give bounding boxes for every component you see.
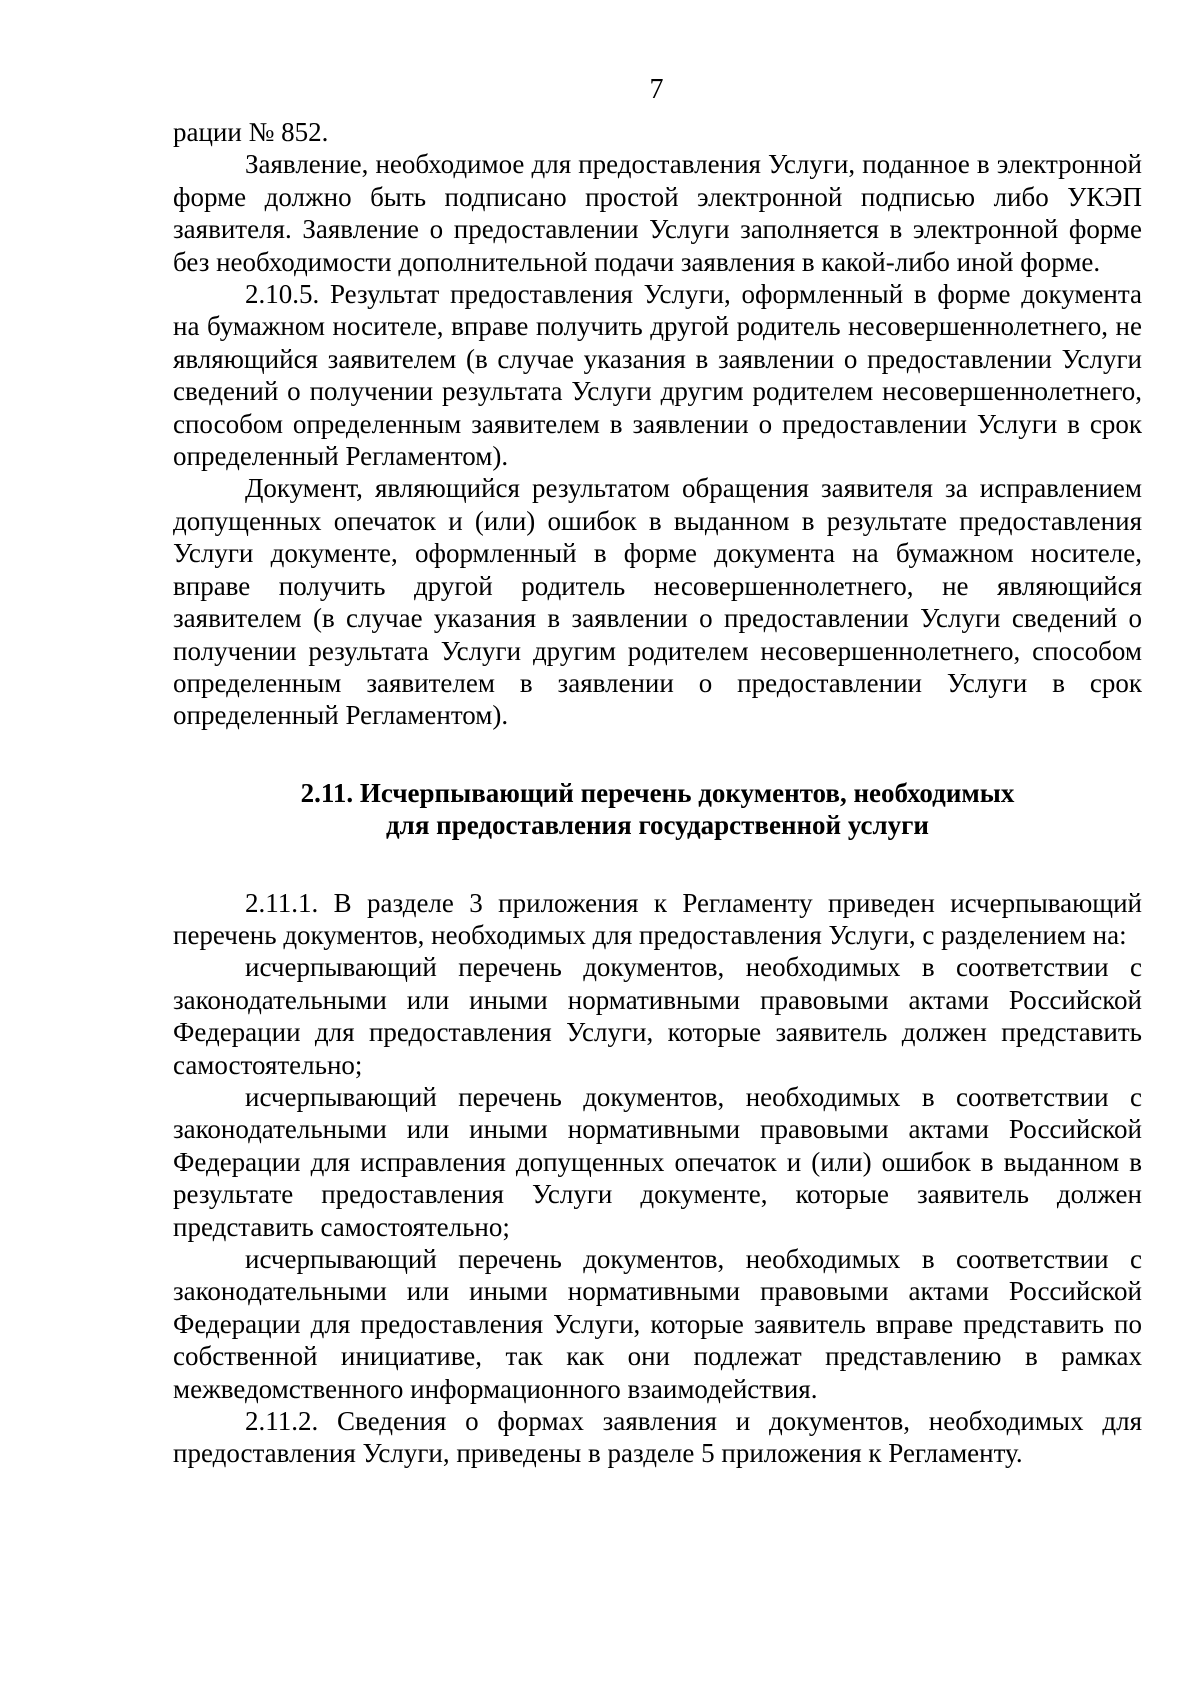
paragraph-electronic-application: Заявление, необходимое для предоставления Услуги, поданное в электронной форме должно быть подписано простой электронной подписью либо УКЭП заявителя. Заявление о предоставлении Услуги заполняется в электронной форме без необходимости дополнительной подачи заявления в какой-либо иной форме. xyxy=(173,149,1142,277)
section-heading-line-2: для предоставления государственной услуги xyxy=(386,810,929,841)
page-number: 7 xyxy=(649,74,664,105)
paragraph-correction-document: Документ, являющийся результатом обращения заявителя за исправлением допущенных опечаток и (или) ошибок в выданном в результате предоставления Услуги документе, оформленный в форме документа на бумажном носителе, вправе получить другой родитель несовершеннолетнего, не являющийся заявителем (в случае указания в заявлении о предоставлении Услуги сведений о получении результата Услуги другим родителем несовершеннолетнего, способом определенным заявителем в заявлении о предоставлении Услуги в срок определенный Регламентом). xyxy=(173,473,1142,731)
list-item-correction-documents: исчерпывающий перечень документов, необходимых в соответствии с законодательными или иными нормативными правовыми актами Российской Федерации для исправления допущенных опечаток и (или) ошибок в выданном в результате предоставления Услуги документе, которые заявитель должен представить самостоятельно; xyxy=(173,1081,1142,1242)
paragraph-2-11-2: 2.11.2. Сведения о формах заявления и документов, необходимых для предоставления Услуги, приведены в разделе 5 приложения к Регламенту. xyxy=(173,1406,1142,1469)
section-heading-2-11 xyxy=(173,777,1142,842)
paragraph-2-10-5: 2.10.5. Результат предоставления Услуги, оформленный в форме документа на бумажном носителе, вправе получить другой родитель несовершеннолетнего, не являющийся заявителем (в случае указания в заявлении о предоставлении Услуги сведений о получении результата Услуги другим родителем несовершеннолетнего, способом определенным заявителем в заявлении о предоставлении Услуги в срок определенный Регламентом). xyxy=(173,279,1142,472)
list-item-mandatory-documents: исчерпывающий перечень документов, необходимых в соответствии с законодательными или иными нормативными правовыми актами Российской Федерации для предоставления Услуги, которые заявитель должен представить самостоятельно; xyxy=(173,952,1142,1080)
section-heading-line-1: 2.11. Исчерпывающий перечень документов, необходимых xyxy=(300,777,1015,808)
list-item-optional-documents: исчерпывающий перечень документов, необходимых в соответствии с законодательными или иными нормативными правовыми актами Российской Федерации для предоставления Услуги, которые заявитель вправе представить по собственной инициативе, так как они подлежат представлению в рамках межведомственного информационного взаимодействия. xyxy=(173,1244,1142,1404)
page-body xyxy=(173,116,1142,1470)
continued-paragraph: рации № 852. xyxy=(173,117,329,147)
paragraph-2-11-1: 2.11.1. В разделе 3 приложения к Регламенту приведен исчерпывающий перечень документов, необходимых для предоставления Услуги, с разделением на: xyxy=(173,887,1142,950)
